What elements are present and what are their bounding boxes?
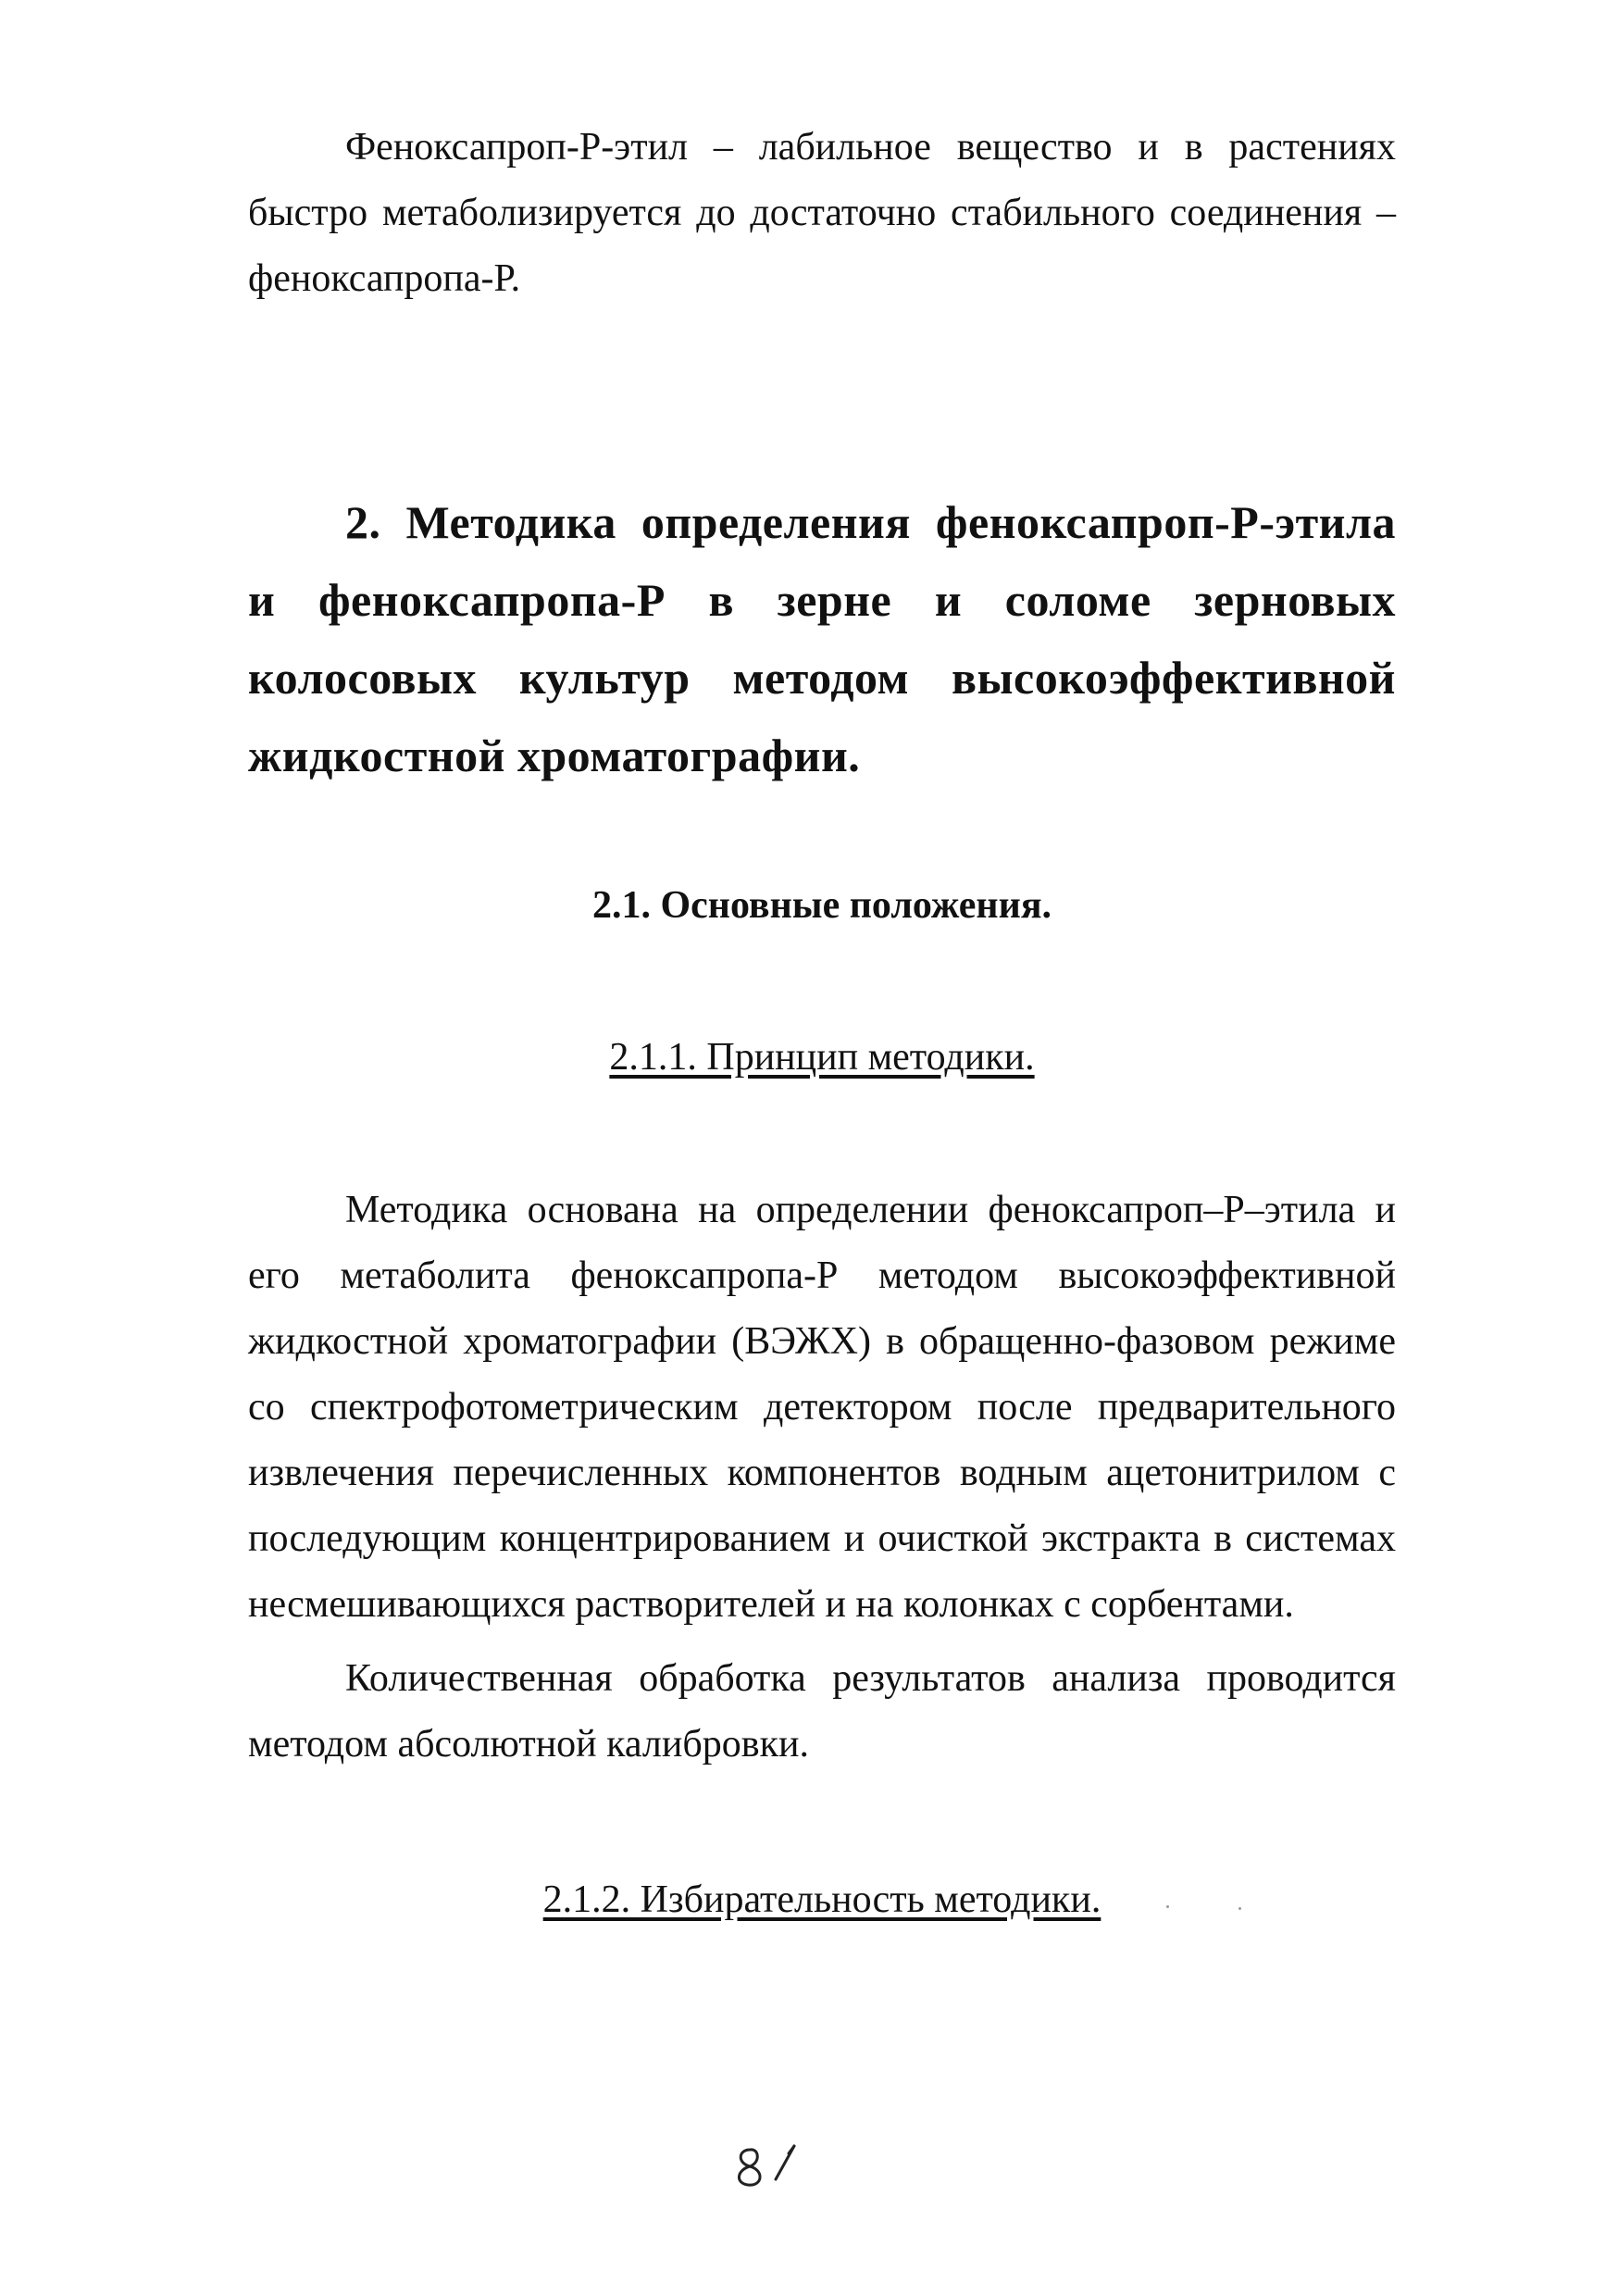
section-title: 2. Методика определения феноксапроп-Р-этила и феноксапропа-Р в зерне и соломе зерновых колосовых культур методом высокоэффективной жидкостной хроматографии. [248,496,1396,781]
intro-paragraph: Феноксапроп-Р-этил – лабильное вещество и в растениях быстро метаболизируется до достаточно стабильного соединения – феноксапропа-Р. [248,126,1396,300]
principle-paragraph-2: Количественная обработка результатов анализа проводится методом абсолютной калибровки. [248,1657,1396,1766]
scan-speck [1166,1905,1169,1908]
principle-heading-text: 2.1.1. Принцип методики. [609,1036,1035,1079]
handwritten-page-number-icon [722,2139,833,2194]
principle-heading [248,1029,1396,1085]
scan-speck [1238,1907,1241,1910]
subsection-title: 2.1. Основные положения. [591,884,1052,927]
selectivity-heading [248,1872,1396,1928]
selectivity-heading-text: 2.1.2. Избирательность методики. [542,1878,1101,1921]
principle-paragraph-1: Методика основана на определении феноксапроп–Р–этила и его метаболита феноксапропа-Р методом высокоэффективной жидкостной хроматографии (ВЭЖХ) в обращенно-фазовом режиме со спектрофотометрическим детектором после предварительного извлечения перечисленных компонентов водным ацетонитрилом с последующим концентрированием и очисткой экстракта в системах несмешивающихся растворителей и на колонках с сорбентами. [248,1189,1396,1626]
page-number [722,2139,833,2194]
